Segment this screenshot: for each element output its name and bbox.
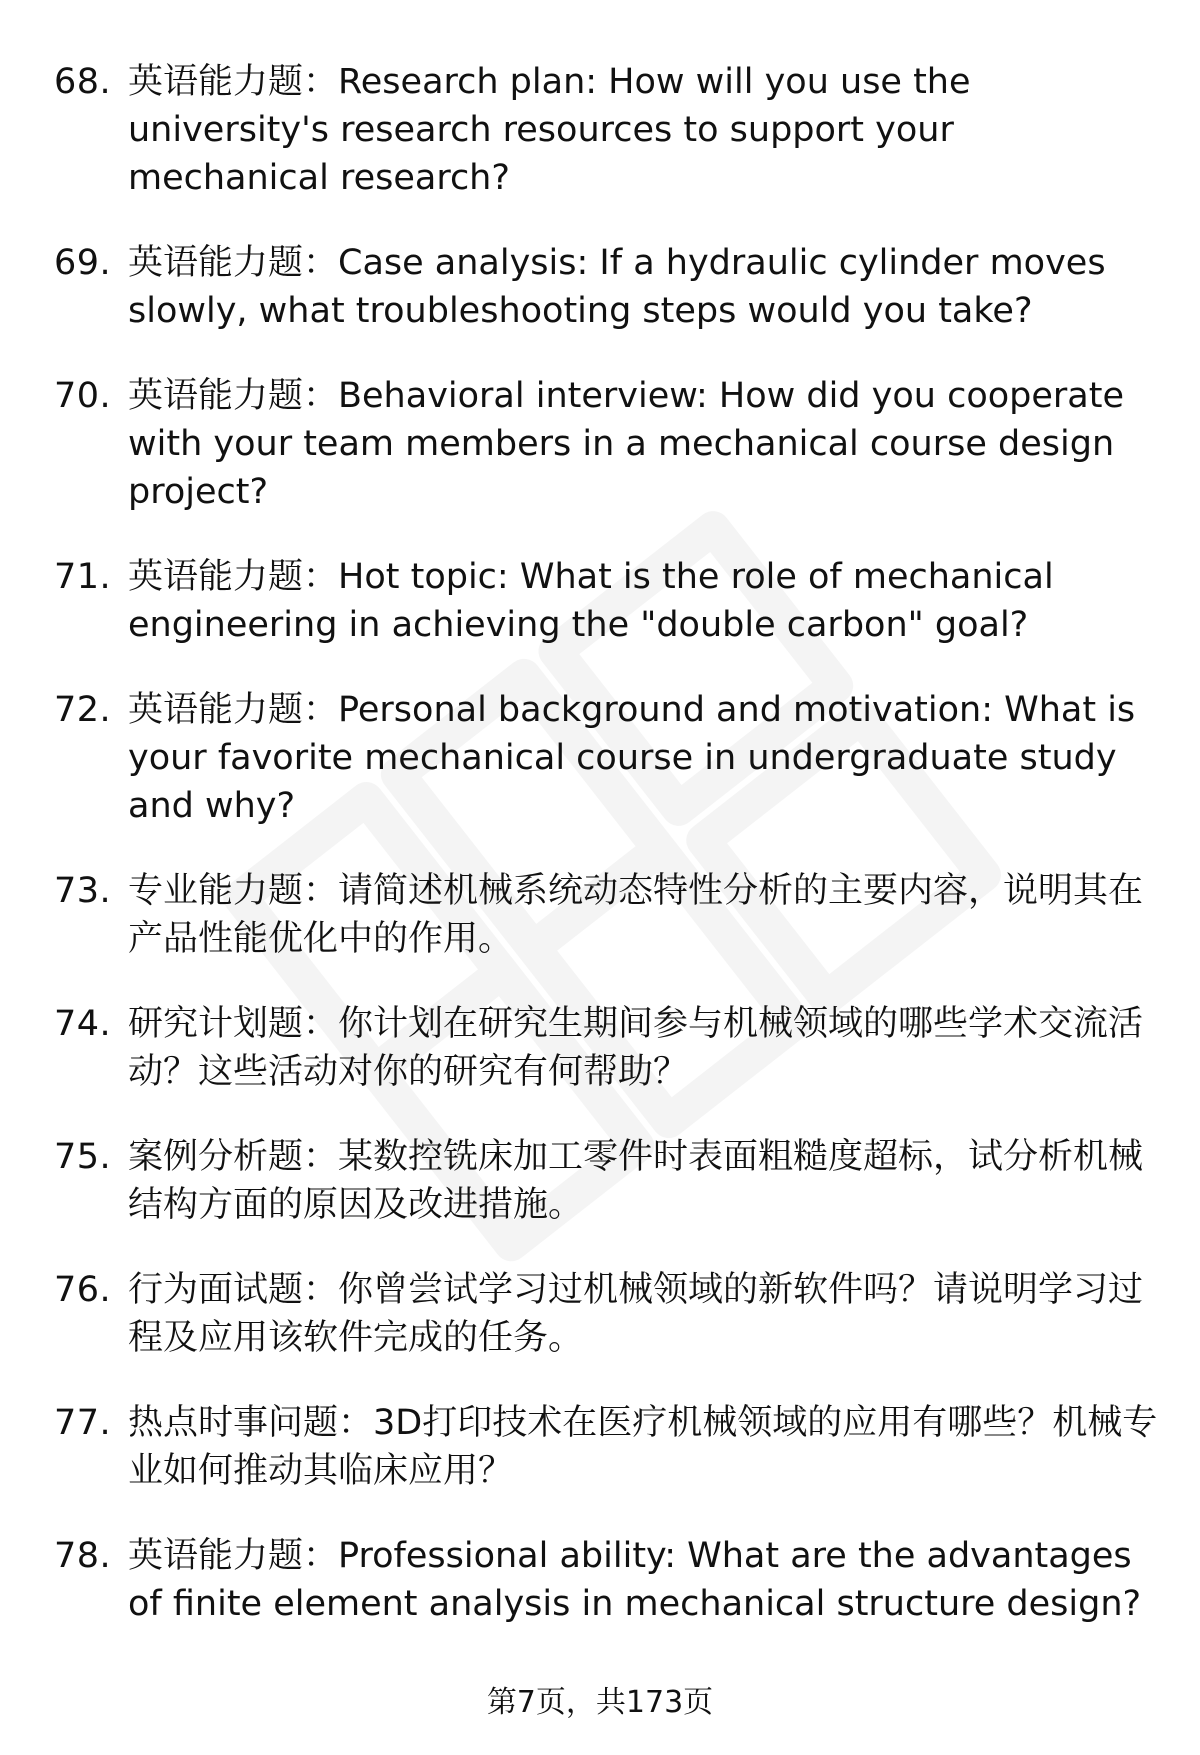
question-category: 英语能力题： <box>128 243 339 283</box>
question-item <box>0 1133 1200 1229</box>
question-text: 3D打印技术在医疗机械领域的应用有哪些？机械专业如何推动其临床应用？ <box>128 1403 1158 1491</box>
question-item <box>0 372 1200 516</box>
question-body <box>128 1266 1158 1362</box>
question-item <box>0 553 1200 649</box>
question-body <box>128 1399 1158 1495</box>
question-item <box>0 686 1200 830</box>
question-number: 78. <box>54 1536 112 1576</box>
question-text: 请简述机械系统动态特性分析的主要内容，说明其在产品性能优化中的作用。 <box>128 871 1144 959</box>
question-body <box>128 867 1158 963</box>
question-category: 行为面试题： <box>128 1270 339 1310</box>
question-item <box>0 1000 1200 1096</box>
question-text: 你曾尝试学习过机械领域的新软件吗？请说明学习过程及应用该软件完成的任务。 <box>128 1270 1144 1358</box>
question-text: Professional ability: What are the advantages of finite element analysis in mechanical structure design? <box>128 1536 1142 1624</box>
page-footer: 第7页，共173页 <box>486 1685 714 1720</box>
question-text: Hot topic: What is the role of mechanical engineering in achieving the "double carbon" goal? <box>128 557 1054 645</box>
question-category: 研究计划题： <box>128 1004 339 1044</box>
question-category: 英语能力题： <box>128 376 339 416</box>
question-body <box>128 553 1158 649</box>
question-number: 71. <box>54 557 112 597</box>
question-text: Case analysis: If a hydraulic cylinder moves slowly, what troubleshooting steps would you take? <box>128 243 1106 331</box>
question-item <box>0 58 1200 202</box>
question-category: 英语能力题： <box>128 690 339 730</box>
question-body <box>128 372 1158 516</box>
question-body <box>128 1000 1158 1096</box>
question-number: 68. <box>54 62 112 102</box>
question-text: 你计划在研究生期间参与机械领域的哪些学术交流活动？这些活动对你的研究有何帮助？ <box>128 1004 1144 1092</box>
question-body <box>128 1532 1158 1628</box>
question-item <box>0 867 1200 963</box>
question-category: 英语能力题： <box>128 1536 339 1576</box>
question-number: 69. <box>54 243 112 283</box>
question-item <box>0 1399 1200 1495</box>
question-category: 专业能力题： <box>128 871 339 911</box>
question-body <box>128 239 1158 335</box>
question-category: 案例分析题： <box>128 1137 339 1177</box>
question-number: 75. <box>54 1137 112 1177</box>
question-text: Research plan: How will you use the university's research resources to support your mechanical research? <box>128 62 971 198</box>
question-number: 77. <box>54 1403 112 1443</box>
question-item <box>0 1532 1200 1628</box>
question-category: 热点时事问题： <box>128 1403 374 1443</box>
question-text: Behavioral interview: How did you cooperate with your team members in a mechanical course design project? <box>128 376 1124 512</box>
question-item <box>0 1266 1200 1362</box>
question-number: 73. <box>54 871 112 911</box>
question-list <box>0 58 1200 1665</box>
question-category: 英语能力题： <box>128 557 339 597</box>
question-number: 76. <box>54 1270 112 1310</box>
question-text: 某数控铣床加工零件时表面粗糙度超标，试分析机械结构方面的原因及改进措施。 <box>128 1137 1144 1225</box>
question-item <box>0 239 1200 335</box>
question-number: 74. <box>54 1004 112 1044</box>
question-body <box>128 686 1158 830</box>
question-text: Personal background and motivation: What is your favorite mechanical course in undergraduate study and why? <box>128 690 1136 826</box>
question-number: 70. <box>54 376 112 416</box>
question-category: 英语能力题： <box>128 62 339 102</box>
question-body <box>128 58 1158 202</box>
question-body <box>128 1133 1158 1229</box>
question-number: 72. <box>54 690 112 730</box>
